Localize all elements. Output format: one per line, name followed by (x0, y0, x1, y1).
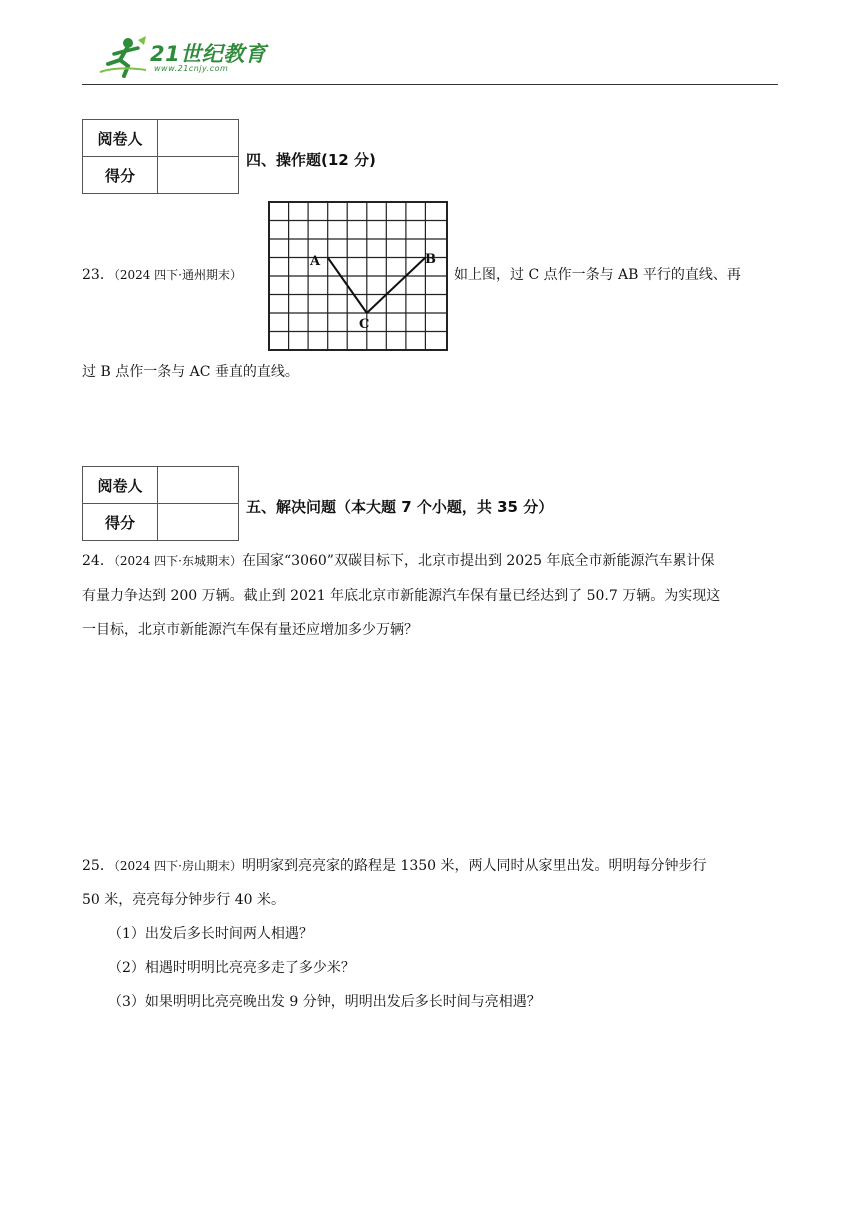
q25-line1 (82, 855, 707, 875)
section5-title: 五、解决问题（本大题 7 个小题，共 35 分） (246, 498, 554, 516)
score-table-section4 (82, 119, 239, 194)
section4-title: 四、操作题(12 分) (246, 151, 376, 169)
q24-text-line1: 在国家“3060”双碳目标下，北京市提出到 2025 年底全市新能源汽车累计保 (242, 553, 715, 569)
triangle-segments (328, 258, 426, 314)
point-c-label: C (359, 317, 370, 332)
q24-source: （2024 四下·东城期末） (113, 554, 242, 568)
score-table-section5 (82, 466, 239, 541)
q24-number: 24． (82, 553, 114, 569)
point-b-label: B (425, 252, 436, 267)
q24-text-line3: 一目标，北京市新能源汽车保有量还应增加多少万辆？ (82, 622, 418, 638)
score-label: 得分 (83, 504, 158, 541)
q25-text-line1: 明明家到亮亮家的路程是 1350 米，两人同时从家里出发。明明每分钟步行 (242, 858, 707, 874)
q23-source: （2024 四下·通州期末） (113, 268, 242, 282)
logo-url: www.21cnjy.com (154, 64, 229, 73)
q23-grid-figure (268, 201, 448, 351)
q24-line1 (82, 550, 714, 570)
running-man-icon (98, 36, 148, 78)
q25-number: 25． (82, 858, 114, 874)
segment-cb (367, 258, 426, 314)
grid-lines (269, 202, 447, 350)
score-cell (158, 504, 239, 541)
logo-text: 21世纪教育 (150, 42, 267, 66)
q24-text-line2: 有量力争达到 200 万辆。截止到 2021 年底北京市新能源汽车保有量已经达到了 50.7 万辆。为实现这 (82, 588, 721, 604)
reviewer-cell (158, 120, 239, 157)
q23-number: 23． (82, 267, 114, 283)
header-rule (82, 84, 778, 85)
q23-text-line1: 如上图，过 C 点作一条与 AB 平行的直线、再 (454, 267, 741, 283)
q23-text-line2: 过 B 点作一条与 AC 垂直的直线。 (82, 364, 299, 380)
q23-header (82, 264, 242, 284)
reviewer-cell (158, 467, 239, 504)
q25-subquestion-3: （3）如果明明比亮亮晚出发 9 分钟，明明出发后多长时间与亮相遇？ (108, 994, 541, 1010)
reviewer-label: 阅卷人 (83, 467, 158, 504)
reviewer-label: 阅卷人 (83, 120, 158, 157)
q25-subquestion-2: （2）相遇时明明比亮亮多走了多少米？ (108, 960, 355, 976)
score-cell (158, 157, 239, 194)
q25-text-line2: 50 米，亮亮每分钟步行 40 米。 (82, 892, 285, 908)
score-label: 得分 (83, 157, 158, 194)
site-logo (98, 36, 278, 80)
q25-subquestion-1: （1）出发后多长时间两人相遇？ (108, 926, 313, 942)
point-a-label: A (310, 254, 321, 269)
q25-source: （2024 四下·房山期末） (113, 859, 242, 873)
